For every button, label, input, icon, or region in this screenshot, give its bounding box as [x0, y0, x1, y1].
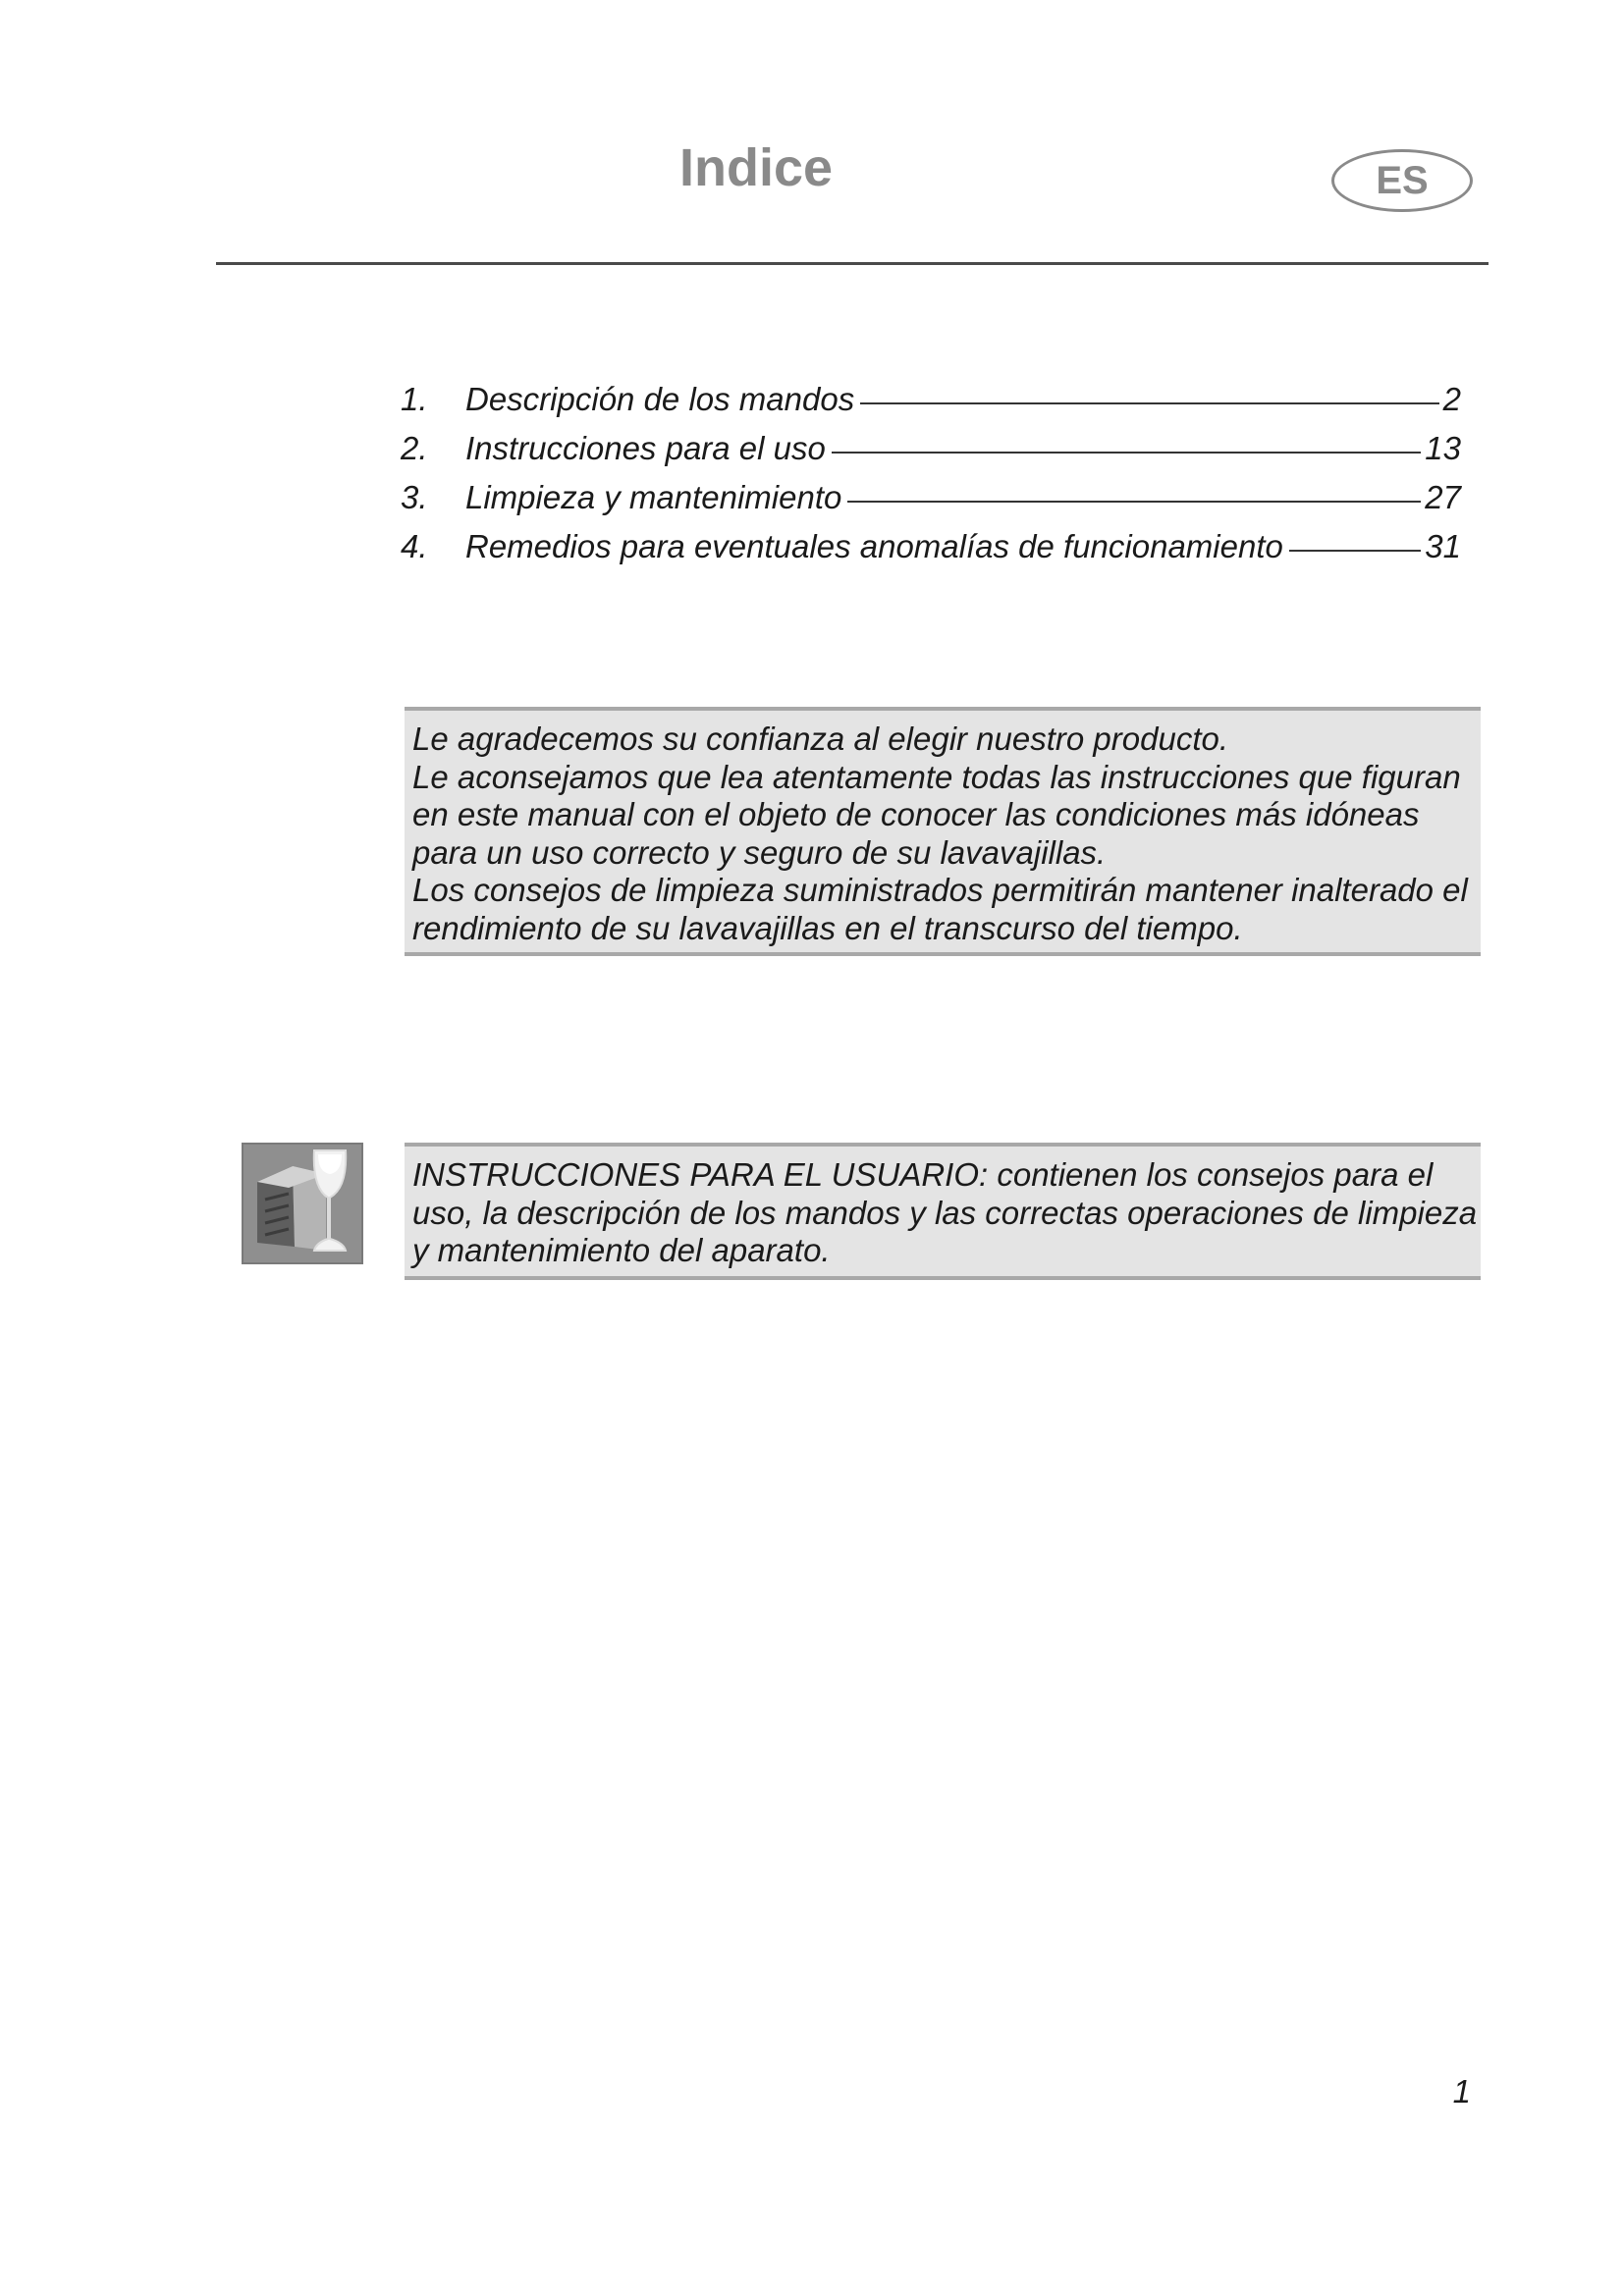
intro-notice-line: en este manual con el objeto de conocer las condiciones más idóneas — [412, 796, 1420, 832]
user-notice-line: INSTRUCCIONES PARA EL USUARIO: contienen los consejos para el — [412, 1156, 1434, 1193]
toc-entry[interactable] — [401, 381, 1461, 430]
toc-entry-page: 13 — [1425, 430, 1461, 466]
toc-entry-page: 31 — [1425, 528, 1461, 564]
toc-entry-number: 2. — [401, 430, 428, 466]
intro-notice-line: para un uso correcto y seguro de su lavavajillas. — [412, 833, 1107, 871]
toc-leader-line — [860, 402, 1438, 404]
toc-entry[interactable] — [401, 430, 1461, 479]
toc-entry-number: 1. — [401, 381, 428, 417]
table-of-contents — [401, 381, 1461, 577]
toc-entry-number: 3. — [401, 479, 428, 515]
user-instructions-box — [405, 1143, 1481, 1280]
toc-entry-label: Instrucciones para el uso — [465, 430, 826, 466]
toc-entry[interactable] — [401, 528, 1461, 577]
toc-entry-label: Descripción de los mandos — [465, 381, 855, 417]
intro-notice-line: Le aconsejamos que lea atentamente todas las instrucciones que figuran — [412, 758, 1461, 795]
user-notice-line: uso, la descripción de los mandos y las correctas operaciones de limpieza — [412, 1194, 1478, 1231]
dishwasher-glass-icon — [242, 1143, 363, 1264]
toc-entry[interactable] — [401, 479, 1461, 528]
toc-leader-line — [1289, 550, 1421, 552]
intro-notice-line: rendimiento de su lavavajillas en el transcurso del tiempo. — [412, 909, 1243, 946]
user-notice-line: y mantenimiento del aparato. — [412, 1232, 831, 1268]
toc-leader-line — [847, 501, 1421, 503]
toc-leader-line — [832, 452, 1421, 454]
toc-entry-label: Limpieza y mantenimiento — [465, 479, 842, 515]
toc-entry-page: 2 — [1442, 381, 1461, 417]
language-badge: ES — [1331, 149, 1473, 212]
intro-notice-box — [405, 707, 1481, 956]
toc-entry-number: 4. — [401, 528, 428, 564]
intro-notice-line: Le agradecemos su confianza al elegir nuestro producto. — [412, 721, 1229, 757]
page-number: 1 — [1452, 2073, 1471, 2109]
page-title: Indice — [678, 138, 834, 197]
header-divider — [216, 262, 1489, 265]
intro-notice-line: Los consejos de limpieza suministrados permitirán mantener inalterado el — [412, 872, 1468, 908]
toc-entry-label: Remedios para eventuales anomalías de funcionamiento — [465, 528, 1283, 564]
toc-entry-page: 27 — [1425, 479, 1461, 515]
